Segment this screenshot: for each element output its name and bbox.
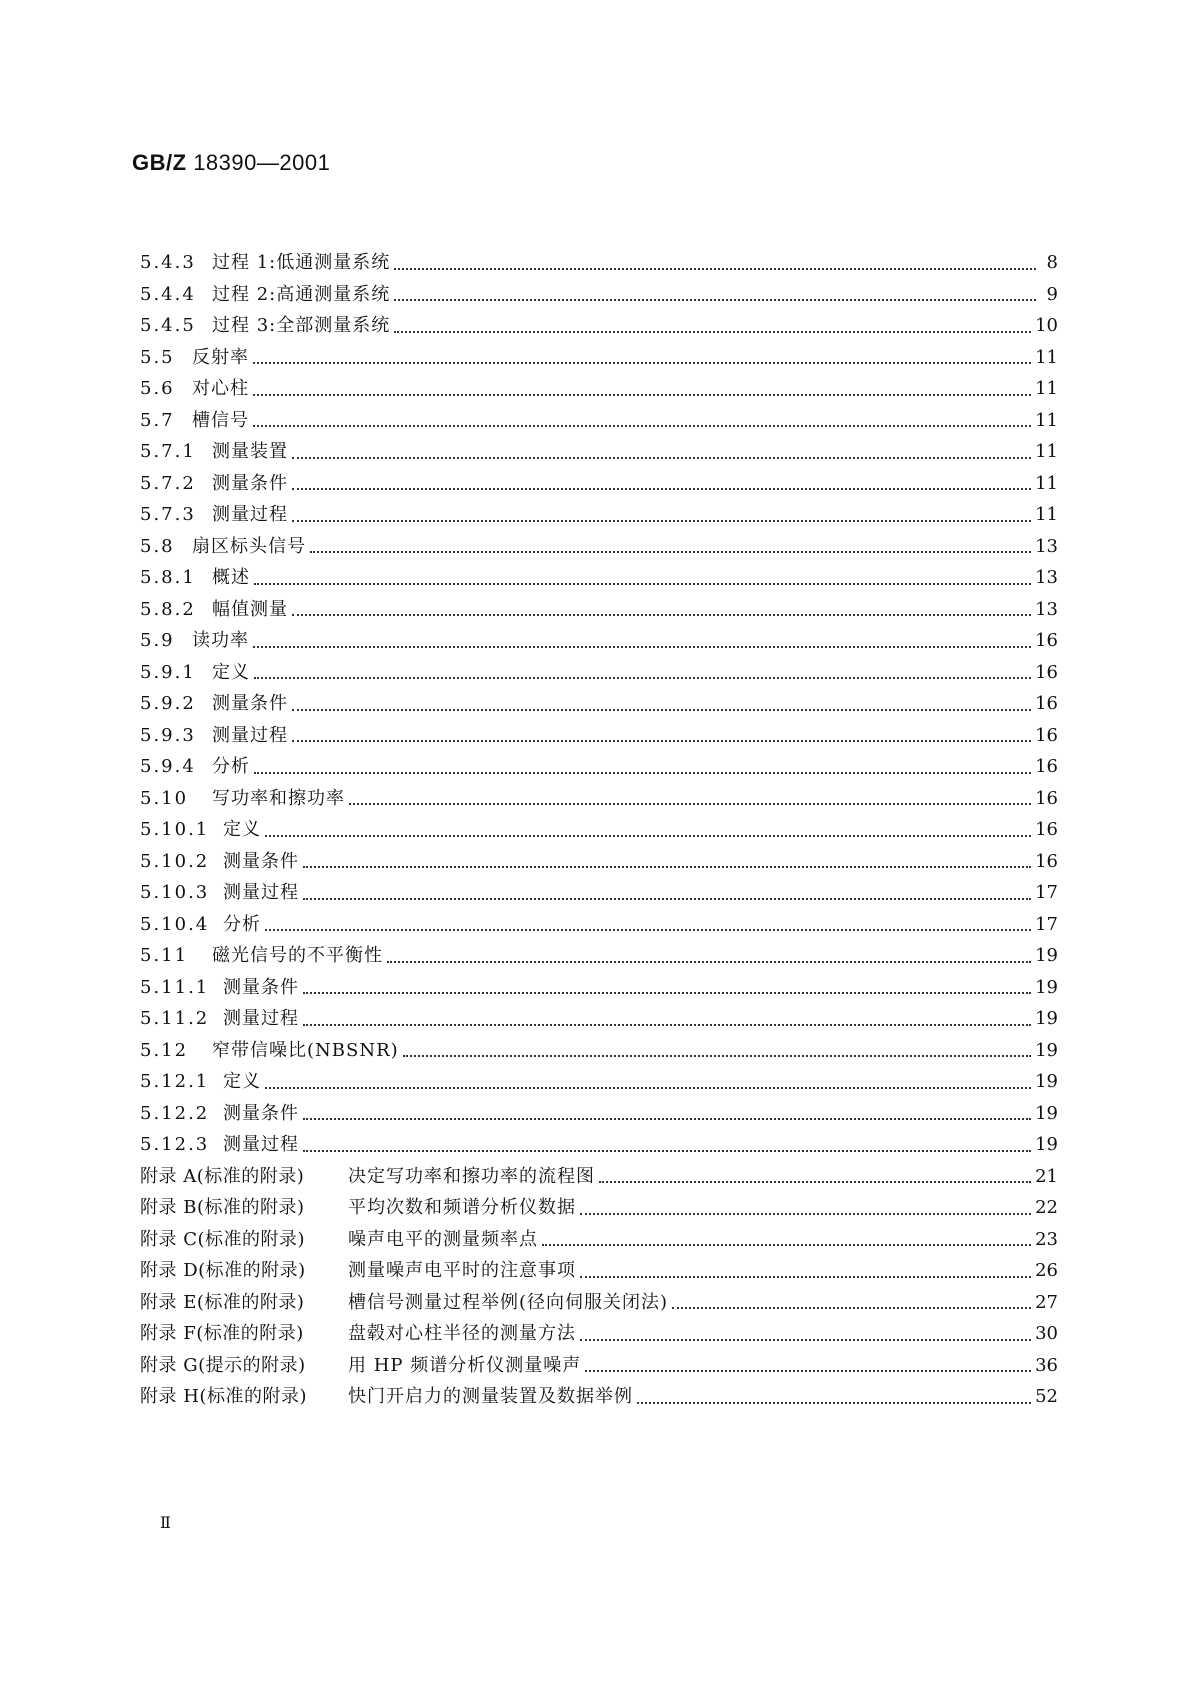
toc-entry-number: 5.11.1 <box>140 976 210 998</box>
toc-entry[interactable] <box>140 1161 1058 1193</box>
toc-entry-page: 17 <box>1035 882 1058 903</box>
toc-entry-title: 分析 <box>223 913 261 935</box>
toc-entry-title: 用 HP 频谱分析仪测量噪声 <box>348 1354 582 1376</box>
toc-entry[interactable] <box>140 310 1058 342</box>
toc-entry[interactable] <box>140 1192 1058 1224</box>
dot-leader <box>303 898 1031 900</box>
toc-entry-number: 5.4.4 <box>140 283 196 305</box>
toc-entry-number: 5.11.2 <box>140 1008 210 1029</box>
dot-leader <box>580 1339 1031 1341</box>
toc-entry-number: 5.10.3 <box>140 882 210 903</box>
dot-leader <box>303 1150 1031 1152</box>
toc-entry-title: 快门开启力的测量装置及数据举例 <box>348 1386 633 1407</box>
toc-entry-page: 19 <box>1035 1008 1058 1029</box>
toc-entry-title: 过程 1:低通测量系统 <box>212 252 391 273</box>
dot-leader <box>585 1370 1031 1372</box>
dot-leader <box>580 1276 1031 1278</box>
toc-entry-number: 5.10.1 <box>140 819 210 840</box>
toc-entry[interactable] <box>140 1003 1058 1035</box>
table-of-contents <box>140 247 1058 1413</box>
dot-leader <box>253 646 1031 648</box>
toc-entry-title: 对心柱 <box>192 378 249 399</box>
toc-entry-title: 测量条件 <box>223 850 299 872</box>
dot-leader <box>349 803 1031 805</box>
dot-leader <box>265 929 1031 931</box>
toc-entry-page: 16 <box>1035 724 1058 746</box>
toc-entry[interactable] <box>140 814 1058 846</box>
toc-entry-title: 反射率 <box>192 346 249 368</box>
toc-entry[interactable] <box>140 1129 1058 1161</box>
toc-entry-title: 测量条件 <box>212 693 288 714</box>
toc-entry-title: 定义 <box>223 1071 261 1092</box>
toc-entry-title: 过程 2:高通测量系统 <box>212 283 391 305</box>
toc-entry-page: 19 <box>1035 1039 1058 1061</box>
toc-entry-number: 5.9.2 <box>140 693 196 714</box>
dot-leader <box>303 992 1031 994</box>
toc-entry[interactable] <box>140 1098 1058 1130</box>
toc-entry-number: 附录 F(标准的附录) <box>140 1323 304 1344</box>
dot-leader <box>672 1307 1031 1309</box>
toc-entry-number: 5.5 <box>140 346 175 368</box>
toc-entry-number: 5.4.5 <box>140 315 196 336</box>
toc-entry-page: 52 <box>1035 1386 1058 1407</box>
toc-entry-page: 19 <box>1035 976 1058 998</box>
toc-entry-number: 5.8.2 <box>140 598 196 620</box>
toc-entry-page: 23 <box>1035 1228 1058 1250</box>
toc-entry[interactable] <box>140 1318 1058 1350</box>
toc-entry-page: 16 <box>1035 756 1058 777</box>
toc-entry-page: 16 <box>1035 693 1058 714</box>
toc-entry[interactable] <box>140 342 1058 374</box>
toc-entry[interactable] <box>140 373 1058 405</box>
toc-entry-number: 附录 E(标准的附录) <box>140 1291 305 1313</box>
toc-entry[interactable] <box>140 1255 1058 1287</box>
toc-entry[interactable] <box>140 877 1058 909</box>
dot-leader <box>265 835 1031 837</box>
toc-entry-page: 16 <box>1035 850 1058 872</box>
toc-entry-page: 10 <box>1035 315 1058 336</box>
dot-leader <box>542 1244 1031 1246</box>
toc-entry[interactable] <box>140 1287 1058 1319</box>
toc-entry-page: 36 <box>1035 1354 1058 1376</box>
toc-entry-page: 13 <box>1035 598 1058 620</box>
toc-entry-page: 30 <box>1035 1323 1058 1344</box>
toc-entry-number: 附录 D(标准的附录) <box>140 1260 306 1281</box>
toc-entry-title: 平均次数和频谱分析仪数据 <box>348 1197 576 1218</box>
toc-entry[interactable] <box>140 783 1058 815</box>
toc-entry-number: 5.4.3 <box>140 252 196 273</box>
toc-entry-page: 8 <box>1046 252 1058 273</box>
toc-entry-page: 22 <box>1035 1197 1058 1218</box>
toc-entry[interactable] <box>140 751 1058 783</box>
dot-leader <box>403 1055 1031 1057</box>
standard-number: 18390—2001 <box>193 150 331 175</box>
toc-entry-number: 5.12.1 <box>140 1071 210 1092</box>
toc-entry[interactable] <box>140 940 1058 972</box>
dot-leader <box>254 583 1031 585</box>
dot-leader <box>599 1181 1031 1183</box>
toc-entry-page: 19 <box>1035 1134 1058 1155</box>
toc-entry[interactable] <box>140 1381 1058 1413</box>
toc-entry-page: 19 <box>1035 1071 1058 1092</box>
toc-entry-number: 5.7.1 <box>140 441 196 462</box>
dot-leader <box>580 1213 1031 1215</box>
toc-entry-number: 附录 A(标准的附录) <box>140 1165 305 1187</box>
toc-entry-page: 19 <box>1035 1102 1058 1124</box>
toc-entry-title: 窄带信噪比(NBSNR) <box>212 1039 399 1061</box>
toc-entry[interactable] <box>140 688 1058 720</box>
toc-entry-page: 11 <box>1035 409 1058 431</box>
toc-entry-title: 幅值测量 <box>212 598 288 620</box>
toc-entry-title: 测量噪声电平时的注意事项 <box>348 1260 576 1281</box>
toc-entry-number: 5.10.2 <box>140 850 210 872</box>
toc-entry-page: 16 <box>1035 787 1058 809</box>
toc-entry-page: 27 <box>1035 1291 1058 1313</box>
dot-leader <box>637 1402 1031 1404</box>
toc-entry-number: 5.9 <box>140 630 175 651</box>
toc-entry-page: 11 <box>1035 346 1058 368</box>
toc-entry-title: 测量过程 <box>212 724 288 746</box>
toc-entry-number: 5.6 <box>140 378 175 399</box>
toc-entry-page: 11 <box>1035 472 1058 494</box>
dot-leader <box>253 425 1031 427</box>
toc-entry-title: 扇区标头信号 <box>192 535 306 557</box>
toc-entry[interactable] <box>140 846 1058 878</box>
toc-entry-title: 概述 <box>212 567 250 588</box>
toc-entry-page: 21 <box>1035 1165 1058 1187</box>
toc-entry-title: 测量装置 <box>212 441 288 462</box>
toc-entry-number: 5.10.4 <box>140 913 210 935</box>
dot-leader <box>292 520 1031 522</box>
toc-entry[interactable] <box>140 468 1058 500</box>
toc-entry-page: 11 <box>1035 504 1058 525</box>
toc-entry-page: 16 <box>1035 661 1058 683</box>
toc-entry-number: 附录 B(标准的附录) <box>140 1197 305 1218</box>
dot-leader <box>387 961 1031 963</box>
dot-leader <box>394 268 1036 270</box>
toc-entry[interactable] <box>140 531 1058 563</box>
toc-entry[interactable] <box>140 720 1058 752</box>
toc-entry-number: 5.9.1 <box>140 661 196 683</box>
toc-entry-page: 16 <box>1035 630 1058 651</box>
dot-leader <box>292 709 1031 711</box>
toc-entry-page: 17 <box>1035 913 1058 935</box>
toc-entry[interactable] <box>140 594 1058 626</box>
toc-entry-title: 测量条件 <box>212 472 288 494</box>
toc-entry-number: 附录 H(标准的附录) <box>140 1386 307 1407</box>
dot-leader <box>254 772 1031 774</box>
dot-leader <box>292 614 1031 616</box>
toc-entry-title: 测量过程 <box>212 504 288 525</box>
toc-entry-number: 5.12.2 <box>140 1102 210 1124</box>
toc-entry-page: 13 <box>1035 535 1058 557</box>
toc-entry-title: 测量过程 <box>223 1134 299 1155</box>
toc-entry-page: 11 <box>1035 441 1058 462</box>
toc-entry-title: 槽信号 <box>192 409 249 431</box>
toc-entry[interactable] <box>140 1035 1058 1067</box>
dot-leader <box>292 740 1031 742</box>
dot-leader <box>310 551 1031 553</box>
toc-entry[interactable] <box>140 657 1058 689</box>
dot-leader <box>254 677 1031 679</box>
toc-entry-number: 5.8.1 <box>140 567 196 588</box>
toc-entry-title: 写功率和擦功率 <box>212 787 345 809</box>
toc-entry-page: 9 <box>1046 283 1058 305</box>
standard-header <box>132 150 330 176</box>
dot-leader <box>394 331 1031 333</box>
toc-entry-title: 分析 <box>212 756 250 777</box>
page-number: Ⅱ <box>160 1513 171 1532</box>
toc-entry[interactable] <box>140 436 1058 468</box>
toc-entry-title: 定义 <box>223 819 261 840</box>
toc-entry[interactable] <box>140 562 1058 594</box>
toc-entry[interactable] <box>140 279 1058 311</box>
toc-entry-number: 附录 G(提示的附录) <box>140 1354 306 1376</box>
toc-entry-title: 过程 3:全部测量系统 <box>212 315 391 336</box>
dot-leader <box>303 866 1031 868</box>
toc-entry-title: 测量条件 <box>223 976 299 998</box>
toc-entry-number: 附录 C(标准的附录) <box>140 1228 306 1250</box>
toc-entry-title: 测量条件 <box>223 1102 299 1124</box>
toc-entry-title: 定义 <box>212 661 250 683</box>
toc-entry-page: 13 <box>1035 567 1058 588</box>
toc-entry-title: 磁光信号的不平衡性 <box>212 945 383 966</box>
dot-leader <box>394 299 1036 301</box>
toc-entry-title: 槽信号测量过程举例(径向伺服关闭法) <box>348 1291 669 1313</box>
toc-entry-page: 11 <box>1035 378 1058 399</box>
toc-entry[interactable] <box>140 499 1058 531</box>
toc-entry-number: 5.9.4 <box>140 756 196 777</box>
toc-entry-number: 5.7.2 <box>140 472 196 494</box>
toc-entry-number: 5.7 <box>140 409 175 431</box>
dot-leader <box>253 394 1031 396</box>
dot-leader <box>253 362 1031 364</box>
toc-entry[interactable] <box>140 1350 1058 1382</box>
toc-entry-number: 5.8 <box>140 535 175 557</box>
toc-entry-title: 盘毂对心柱半径的测量方法 <box>348 1323 576 1344</box>
toc-entry-number: 5.12 <box>140 1039 189 1061</box>
toc-entry-title: 读功率 <box>192 630 249 651</box>
toc-entry-number: 5.11 <box>140 945 189 966</box>
toc-entry-number: 5.12.3 <box>140 1134 210 1155</box>
toc-entry[interactable] <box>140 625 1058 657</box>
toc-entry[interactable] <box>140 1066 1058 1098</box>
toc-entry[interactable] <box>140 405 1058 437</box>
toc-entry[interactable] <box>140 1224 1058 1256</box>
toc-entry-title: 测量过程 <box>223 1008 299 1029</box>
standard-prefix: GB/Z <box>132 150 187 175</box>
toc-entry-page: 16 <box>1035 819 1058 840</box>
toc-entry[interactable] <box>140 972 1058 1004</box>
toc-entry-title: 测量过程 <box>223 882 299 903</box>
toc-entry-page: 26 <box>1035 1260 1058 1281</box>
toc-entry-number: 5.9.3 <box>140 724 196 746</box>
dot-leader <box>303 1118 1031 1120</box>
toc-entry-title: 决定写功率和擦功率的流程图 <box>348 1165 595 1187</box>
dot-leader <box>292 488 1031 490</box>
toc-entry[interactable] <box>140 909 1058 941</box>
dot-leader <box>292 457 1031 459</box>
toc-entry-title: 噪声电平的测量频率点 <box>348 1228 538 1250</box>
toc-entry-page: 19 <box>1035 945 1058 966</box>
dot-leader <box>265 1087 1031 1089</box>
toc-entry[interactable] <box>140 247 1058 279</box>
toc-entry-number: 5.7.3 <box>140 504 196 525</box>
toc-entry-number: 5.10 <box>140 787 189 809</box>
dot-leader <box>303 1024 1031 1026</box>
